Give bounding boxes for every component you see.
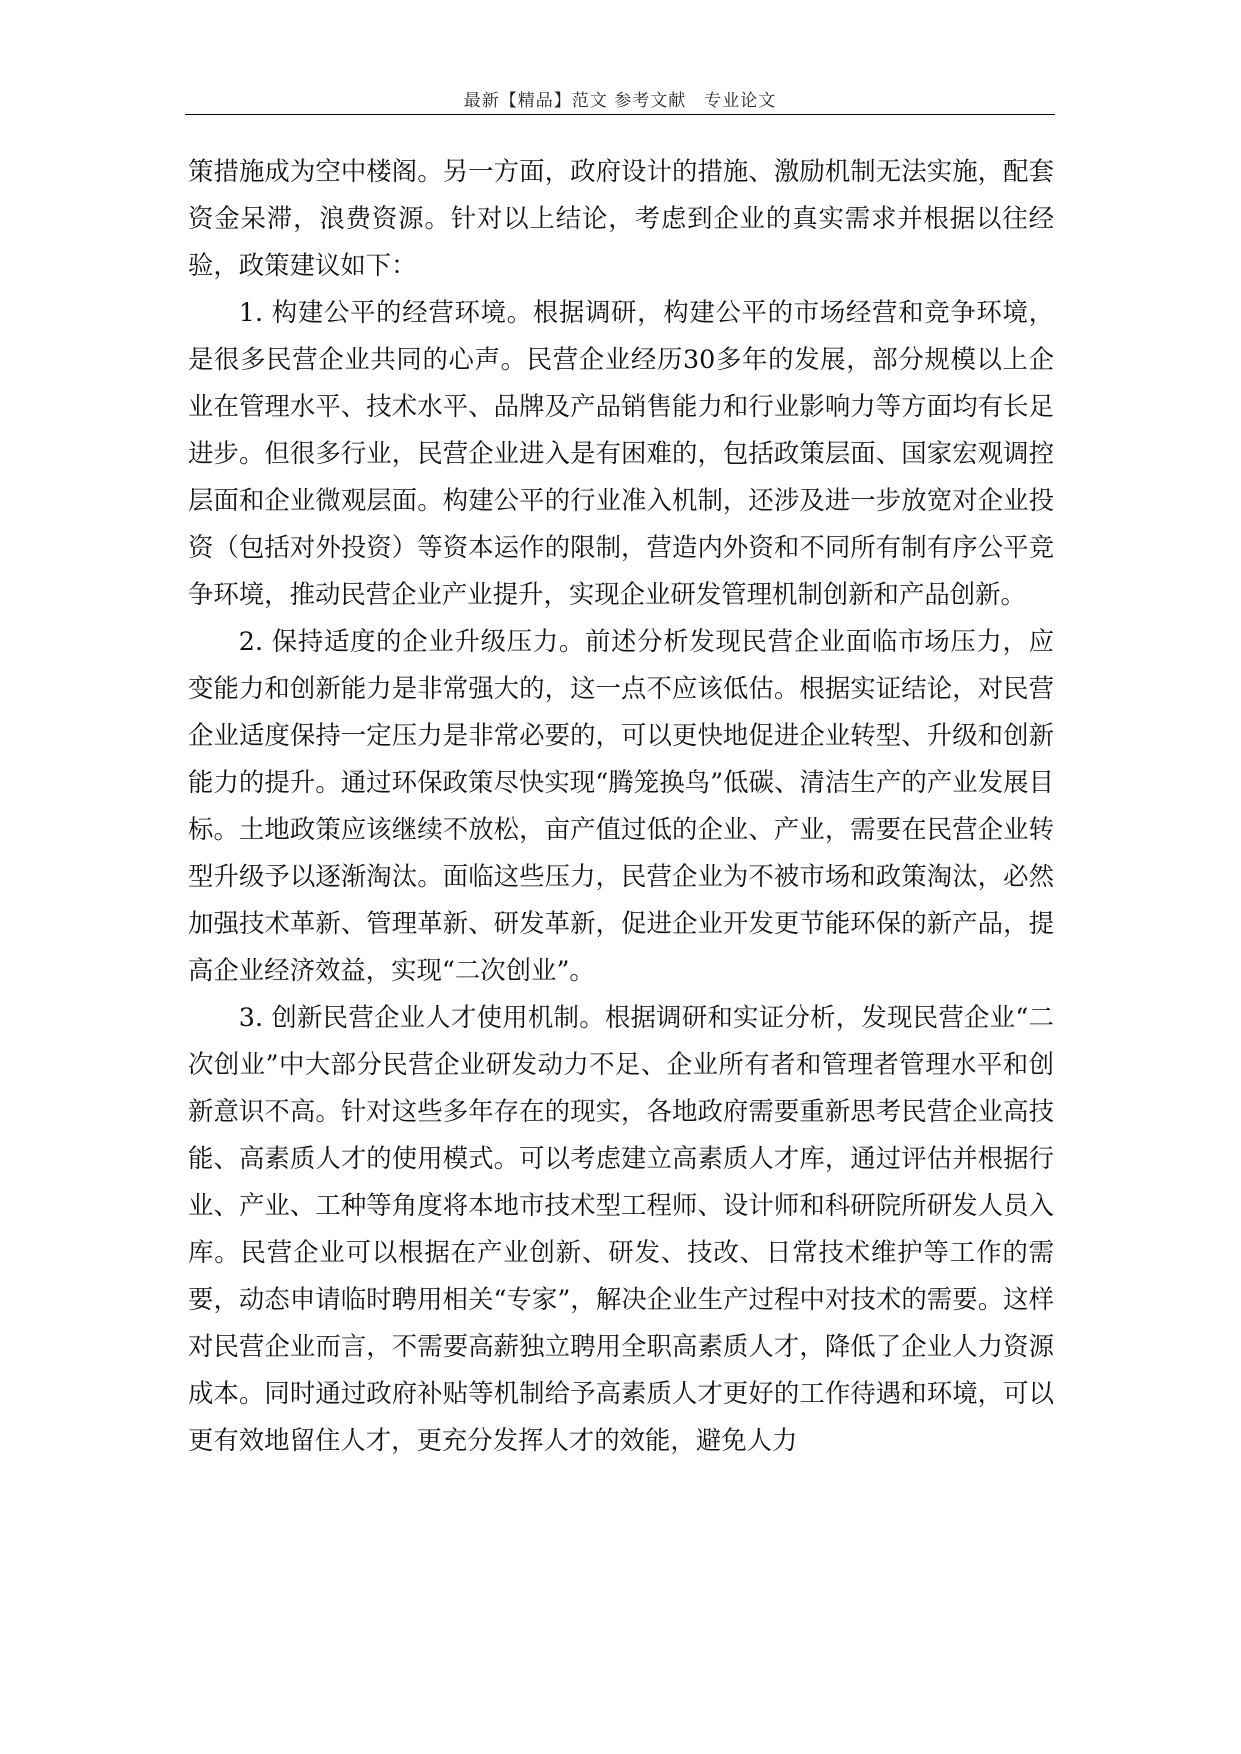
paragraph-policy-2: 2. 保持适度的企业升级压力。前述分析发现民营企业面临市场压力，应变能力和创新能力是非常强大的，这一点不应该低估。根据实证结论，对民营企业适度保持一定压力是非常必要的，可以更快地促进企业转型、升级和创新能力的提升。通过环保政策尽快实现“腾笼换鸟”低碳、清洁生产的产业发展目标。土地政策应该继续不放松，亩产值过低的企业、产业，需要在民营企业转型升级予以逐渐淘汰。面临这些压力，民营企业为不被市场和政策淘汰，必然加强技术革新、管理革新、研发革新，促进企业开发更节能环保的新产品，提高企业经济效益，实现“二次创业”。 (188, 626, 1054, 985)
paragraph-policy-1: 1. 构建公平的经营环境。根据调研，构建公平的市场经营和竞争环境，是很多民营企业共同的心声。民营企业经历30多年的发展，部分规模以上企业在管理水平、技术水平、品牌及产品销售能力和行业影响力等方面均有长足进步。但很多行业，民营企业进入是有困难的，包括政策层面、国家宏观调控层面和企业微观层面。构建公平的行业准入机制，还涉及进一步放宽对企业投资（包括对外投资）等资本运作的限制，营造内外资和不同所有制有序公平竞争环境，推动民营企业产业提升，实现企业研发管理机制创新和产品创新。 (188, 297, 1054, 609)
paragraph-continuation: 策措施成为空中楼阁。另一方面，政府设计的措施、激励机制无法实施，配套资金呆滞，浪费资源。针对以上结论，考虑到企业的真实需求并根据以往经验，政策建议如下： (188, 156, 1054, 280)
header-divider (185, 114, 1055, 115)
document-body (188, 148, 1054, 1464)
page-header: 最新【精品】范文 参考文献 专业论文 (463, 91, 777, 111)
paragraph-policy-3: 3. 创新民营企业人才使用机制。根据调研和实证分析，发现民营企业“二次创业”中大部分民营企业研发动力不足、企业所有者和管理者管理水平和创新意识不高。针对这些多年存在的现实，各地政府需要重新思考民营企业高技能、高素质人才的使用模式。可以考虑建立高素质人才库，通过评估并根据行业、产业、工种等角度将本地市技术型工程师、设计师和科研院所研发人员入库。民营企业可以根据在产业创新、研发、技改、日常技术维护等工作的需要，动态申请临时聘用相关“专家”，解决企业生产过程中对技术的需要。这样对民营企业而言，不需要高薪独立聘用全职高素质人才，降低了企业人力资源成本。同时通过政府补贴等机制给予高素质人才更好的工作待遇和环境，可以更有效地留住人才，更充分发挥人才的效能，避免人力 (188, 1002, 1054, 1455)
